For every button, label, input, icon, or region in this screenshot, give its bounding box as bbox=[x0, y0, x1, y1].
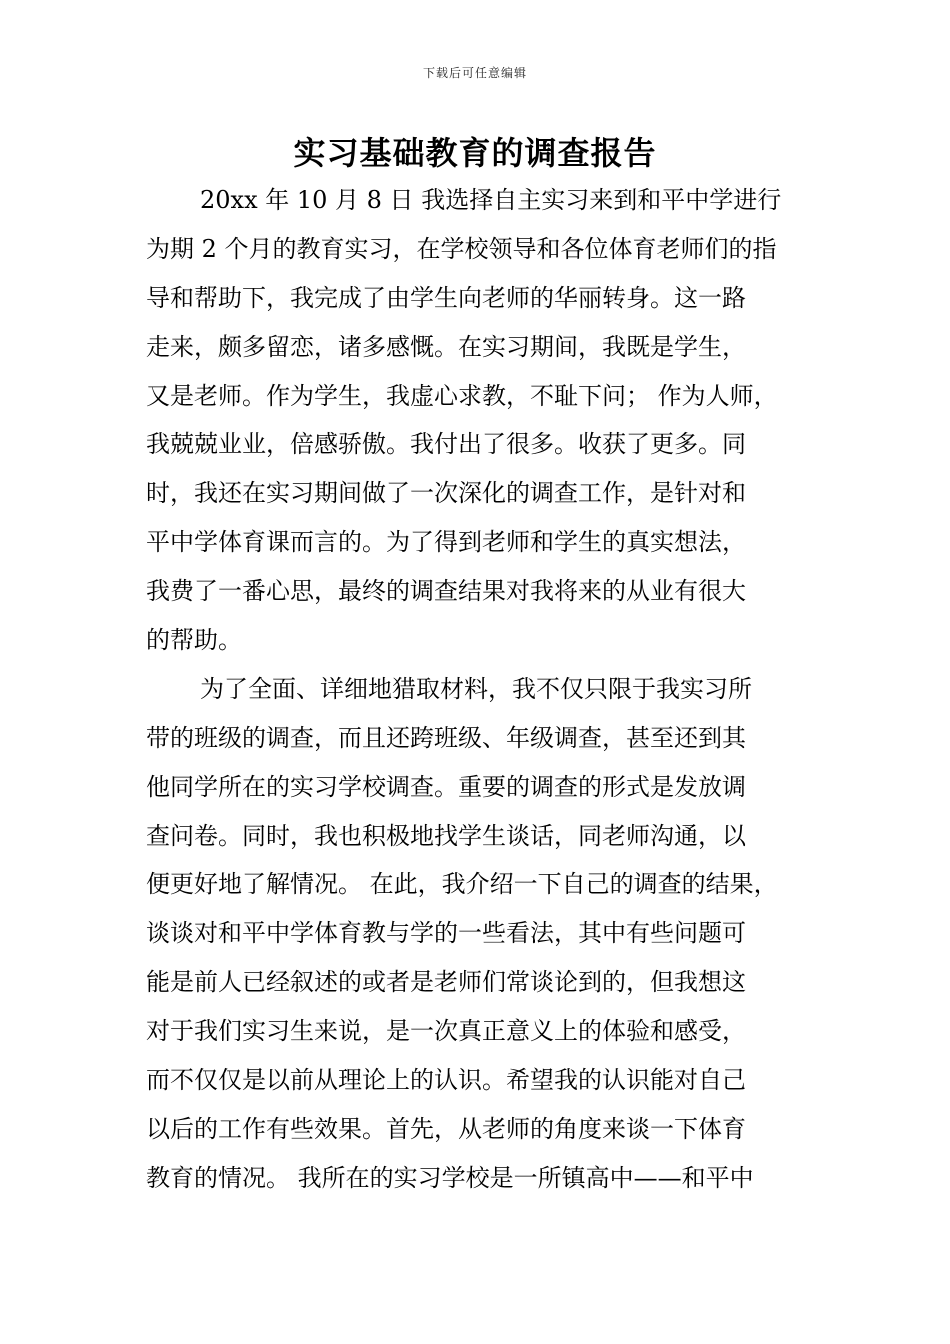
text-line: 便更好地了解情况。 在此，我介绍一下自己的调查的结果， bbox=[146, 870, 778, 899]
text-line: 而不仅仅是以前从理论上的认识。希望我的认识能对自己 bbox=[146, 1066, 746, 1095]
text-line: 谈谈对和平中学体育教与学的一些看法，其中有些问题可 bbox=[146, 919, 746, 948]
text-line: 他同学所在的实习学校调查。重要的调查的形式是发放调 bbox=[146, 772, 746, 801]
text-line: 导和帮助下，我完成了由学生向老师的华丽转身。这一路 bbox=[146, 283, 746, 312]
text-line: 我费了一番心思，最终的调查结果对我将来的从业有很大 bbox=[146, 577, 746, 606]
text-line: 能是前人已经叙述的或者是老师们常谈论到的，但我想这 bbox=[146, 968, 746, 997]
document-title: 实习基础教育的调查报告 bbox=[293, 134, 657, 172]
text-line: 对于我们实习生来说，是一次真正意义上的体验和感受， bbox=[146, 1017, 746, 1046]
text-line: 20xx 年 10 月 8 日 我选择自主实习来到和平中学进行 bbox=[200, 186, 782, 214]
text-line: 平中学体育课而言的。为了得到老师和学生的真实想法， bbox=[146, 528, 746, 557]
text-line: 时，我还在实习期间做了一次深化的调查工作，是针对和 bbox=[146, 479, 746, 508]
text-line: 又是老师。作为学生，我虚心求教，不耻下问； 作为人师， bbox=[146, 381, 778, 410]
text-line: 带的班级的调查，而且还跨班级、年级调查，甚至还到其 bbox=[146, 723, 746, 752]
text-line: 教育的情况。 我所在的实习学校是一所镇高中——和平中 bbox=[146, 1163, 754, 1192]
text-line: 的帮助。 bbox=[146, 626, 242, 655]
text-line: 我兢兢业业，倍感骄傲。我付出了很多。收获了更多。同 bbox=[146, 430, 746, 459]
text-line: 查问卷。同时，我也积极地找学生谈话，同老师沟通，以 bbox=[146, 821, 746, 850]
document-body bbox=[146, 176, 806, 1203]
text-line: 为期 2 个月的教育实习，在学校领导和各位体育老师们的指 bbox=[146, 234, 777, 263]
text-line: 为了全面、详细地猎取材料，我不仅只限于我实习所 bbox=[200, 674, 752, 703]
text-line: 以后的工作有些效果。首先，从老师的角度来谈一下体育 bbox=[146, 1114, 746, 1143]
text-line: 走来，颇多留恋，诸多感慨。在实习期间，我既是学生， bbox=[146, 332, 746, 361]
page-header-note: 下载后可任意编辑 bbox=[422, 66, 527, 80]
